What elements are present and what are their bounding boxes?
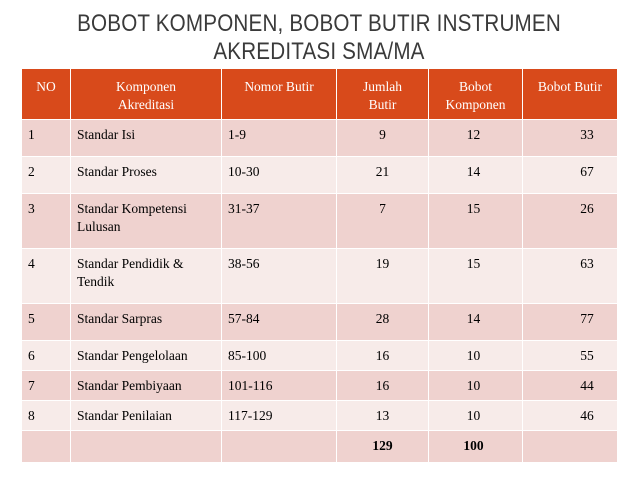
cell-nomor-butir: 38-56 bbox=[222, 249, 337, 304]
cell-nomor-butir: 57-84 bbox=[222, 304, 337, 341]
cell-nomor-butir: 101-116 bbox=[222, 371, 337, 401]
cell-bobot-butir: 46 bbox=[523, 401, 618, 431]
header-komponen-line-2: Akreditasi bbox=[117, 97, 175, 112]
cell-komponen-line-2: Lulusan bbox=[77, 219, 121, 234]
cell-komponen: Standar Pengelolaan bbox=[71, 341, 222, 371]
cell-no: 6 bbox=[22, 341, 71, 371]
cell-nomor-butir: 10-30 bbox=[222, 157, 337, 194]
cell-no: 7 bbox=[22, 371, 71, 401]
cell-jumlah-butir: 16 bbox=[337, 341, 429, 371]
cell-bobot-komponen: 10 bbox=[429, 341, 523, 371]
header-komponen-line-1: Komponen bbox=[116, 79, 176, 94]
slide-title bbox=[45, 10, 594, 66]
header-bobot-komponen bbox=[429, 69, 523, 120]
slide-title-line-2: AKREDITASI SMA/MA bbox=[213, 38, 425, 65]
cell-komponen: Standar Penilaian bbox=[71, 401, 222, 431]
cell-nomor-butir: 117-129 bbox=[222, 401, 337, 431]
cell-jumlah-butir: 9 bbox=[337, 120, 429, 157]
table-row bbox=[22, 157, 618, 194]
cell-jumlah-butir: 19 bbox=[337, 249, 429, 304]
cell-komponen-line-1: Standar Pendidik & bbox=[77, 256, 184, 271]
total-bobot-komponen: 100 bbox=[429, 431, 523, 463]
cell-komponen-line-1: Standar Kompetensi bbox=[77, 201, 187, 216]
table-total-row bbox=[22, 431, 618, 463]
cell-bobot-butir: 26 bbox=[523, 194, 618, 249]
cell-bobot-komponen: 14 bbox=[429, 157, 523, 194]
cell-jumlah-butir: 16 bbox=[337, 371, 429, 401]
table-row bbox=[22, 249, 618, 304]
cell-no: 8 bbox=[22, 401, 71, 431]
slide-title-line-1: BOBOT KOMPONEN, BOBOT BUTIR INSTRUMEN bbox=[77, 10, 561, 37]
header-komponen bbox=[71, 69, 222, 120]
table-row bbox=[22, 341, 618, 371]
cell-bobot-butir: 77 bbox=[523, 304, 618, 341]
cell-bobot-butir: 44 bbox=[523, 371, 618, 401]
cell-empty bbox=[222, 431, 337, 463]
cell-jumlah-butir: 13 bbox=[337, 401, 429, 431]
total-jumlah-butir: 129 bbox=[337, 431, 429, 463]
cell-bobot-butir: 33 bbox=[523, 120, 618, 157]
header-no: NO bbox=[22, 69, 71, 120]
header-bobot-komponen-line-2: Komponen bbox=[445, 97, 506, 112]
table-row bbox=[22, 194, 618, 249]
cell-bobot-komponen: 15 bbox=[429, 194, 523, 249]
header-jumlah-line-1: Jumlah bbox=[363, 79, 402, 94]
cell-komponen-line-2: Tendik bbox=[77, 274, 115, 289]
cell-komponen: Standar Proses bbox=[71, 157, 222, 194]
table-row bbox=[22, 401, 618, 431]
cell-komponen: Standar Pembiyaan bbox=[71, 371, 222, 401]
cell-empty bbox=[22, 431, 71, 463]
cell-komponen bbox=[71, 249, 222, 304]
table-row bbox=[22, 371, 618, 401]
header-bobot-komponen-line-1: Bobot bbox=[458, 79, 492, 94]
cell-nomor-butir: 31-37 bbox=[222, 194, 337, 249]
cell-bobot-butir: 63 bbox=[523, 249, 618, 304]
cell-no: 2 bbox=[22, 157, 71, 194]
header-jumlah-butir bbox=[337, 69, 429, 120]
cell-bobot-butir: 67 bbox=[523, 157, 618, 194]
cell-bobot-komponen: 10 bbox=[429, 401, 523, 431]
header-bobot-butir: Bobot Butir bbox=[523, 69, 618, 120]
cell-bobot-komponen: 14 bbox=[429, 304, 523, 341]
cell-bobot-komponen: 12 bbox=[429, 120, 523, 157]
header-nomor-butir: Nomor Butir bbox=[222, 69, 337, 120]
header-jumlah-line-2: Butir bbox=[368, 97, 397, 112]
cell-empty bbox=[523, 431, 618, 463]
cell-komponen: Standar Isi bbox=[71, 120, 222, 157]
table-row bbox=[22, 304, 618, 341]
cell-jumlah-butir: 28 bbox=[337, 304, 429, 341]
cell-bobot-butir: 55 bbox=[523, 341, 618, 371]
cell-no: 4 bbox=[22, 249, 71, 304]
cell-bobot-komponen: 10 bbox=[429, 371, 523, 401]
cell-komponen: Standar Sarpras bbox=[71, 304, 222, 341]
cell-jumlah-butir: 21 bbox=[337, 157, 429, 194]
cell-nomor-butir: 85-100 bbox=[222, 341, 337, 371]
cell-nomor-butir: 1-9 bbox=[222, 120, 337, 157]
cell-komponen bbox=[71, 194, 222, 249]
cell-bobot-komponen: 15 bbox=[429, 249, 523, 304]
cell-jumlah-butir: 7 bbox=[337, 194, 429, 249]
cell-no: 1 bbox=[22, 120, 71, 157]
cell-no: 3 bbox=[22, 194, 71, 249]
table-row bbox=[22, 120, 618, 157]
bobot-table bbox=[21, 68, 618, 463]
cell-empty bbox=[71, 431, 222, 463]
table-header-row bbox=[22, 69, 618, 120]
cell-no: 5 bbox=[22, 304, 71, 341]
